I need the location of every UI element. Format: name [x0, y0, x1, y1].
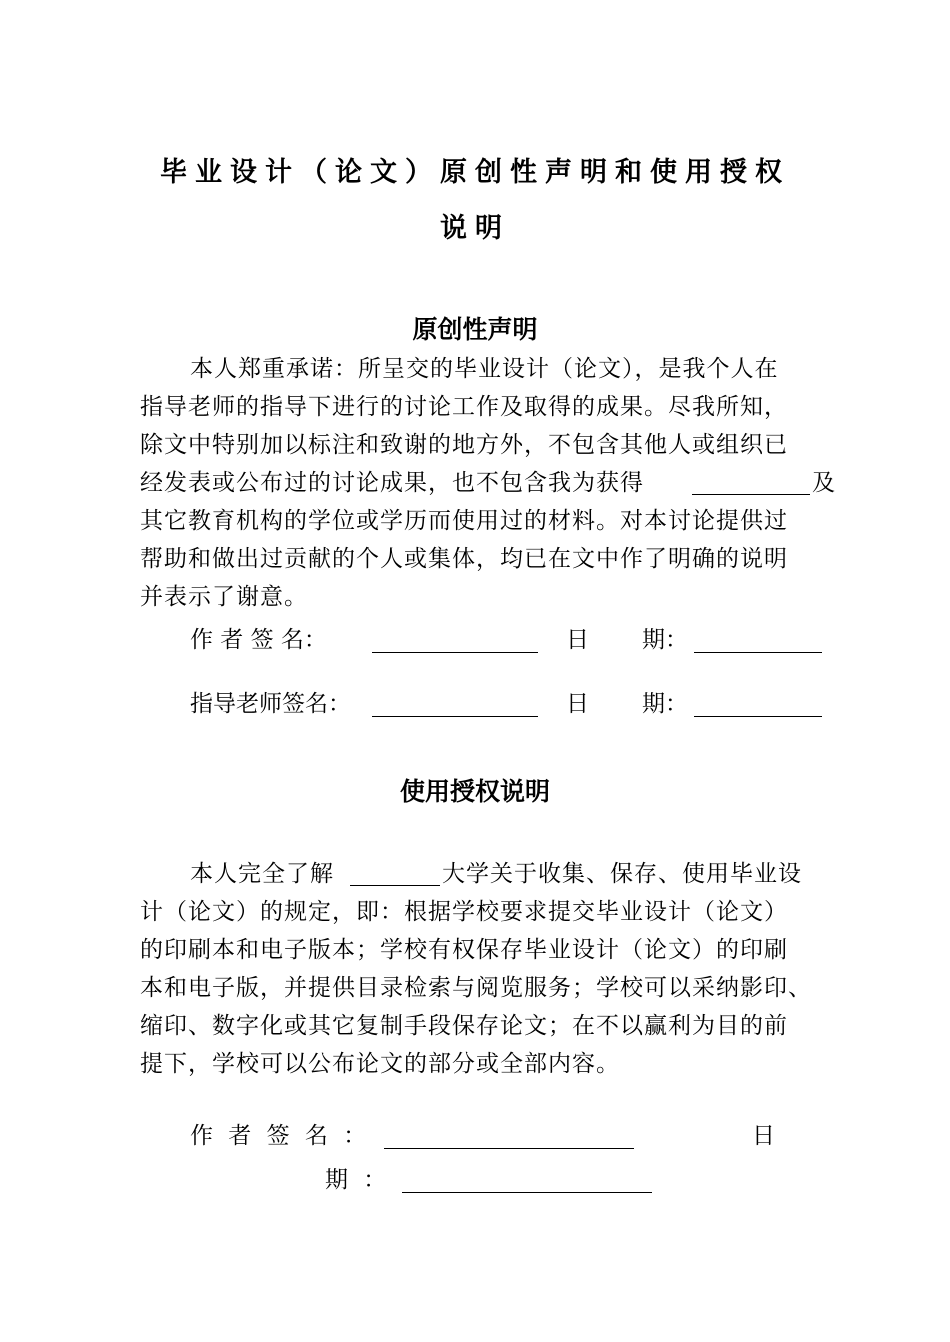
auth-author-signature-label: 作 者 签 名 ：	[190, 1123, 371, 1149]
authorization-paragraph-line: 本和电子版，并提供目录检索与阅览服务；学校可以采纳影印、	[140, 975, 812, 1001]
originality-paragraph-line: 及	[812, 470, 836, 496]
auth-date-label-qi: 期 ：	[325, 1167, 391, 1193]
document-title-line-2: 说明	[440, 213, 510, 244]
authorization-paragraph-line-suffix: 大学关于收集、保存、使用毕业设	[442, 861, 802, 887]
date-label-qi: 期：	[642, 627, 688, 653]
advisor-signature-field[interactable]	[372, 716, 538, 717]
auth-date-field[interactable]	[402, 1192, 652, 1193]
advisor-date-field[interactable]	[694, 716, 822, 717]
originality-paragraph-line: 本人郑重承诺：所呈交的毕业设计（论文），是我个人在	[190, 356, 779, 382]
authorization-paragraph-line: 提下，学校可以公布论文的部分或全部内容。	[140, 1051, 620, 1077]
originality-paragraph-line: 除文中特别加以标注和致谢的地方外，不包含其他人或组织已	[140, 432, 788, 458]
originality-paragraph-line: 其它教育机构的学位或学历而使用过的材料。对本讨论提供过	[140, 508, 788, 534]
degree-blank-line	[692, 494, 810, 495]
university-blank-line	[350, 885, 440, 886]
authorization-paragraph-line: 计（论文）的规定，即：根据学校要求提交毕业设计（论文）	[140, 899, 788, 925]
originality-paragraph-line: 经发表或公布过的讨论成果，也不包含我为获得	[140, 470, 644, 496]
authorization-paragraph-line: 缩印、数字化或其它复制手段保存论文；在不以赢利为目的前	[140, 1013, 788, 1039]
originality-paragraph-line: 帮助和做出过贡献的个人或集体，均已在文中作了明确的说明	[140, 546, 788, 572]
author-signature-field[interactable]	[372, 652, 538, 653]
date-label-day: 日	[566, 691, 589, 717]
auth-date-label-day: 日	[752, 1123, 775, 1149]
document-title-line-1: 毕业设计（论文）原创性声明和使用授权	[160, 157, 790, 188]
auth-author-signature-field[interactable]	[384, 1148, 634, 1149]
authorization-paragraph-line-prefix: 本人完全了解	[190, 861, 334, 887]
advisor-signature-label: 指导老师签名：	[190, 691, 351, 717]
author-date-field[interactable]	[694, 652, 822, 653]
author-signature-label: 作 者 签 名：	[190, 627, 327, 653]
date-label-day: 日	[566, 627, 589, 653]
originality-heading: 原创性声明	[412, 315, 538, 344]
originality-paragraph-line: 指导老师的指导下进行的讨论工作及取得的成果。尽我所知，	[140, 394, 788, 420]
date-label-qi: 期：	[642, 691, 688, 717]
originality-paragraph-line: 并表示了谢意。	[140, 584, 308, 610]
authorization-paragraph-line: 的印刷本和电子版本；学校有权保存毕业设计（论文）的印刷	[140, 937, 788, 963]
authorization-heading: 使用授权说明	[399, 777, 550, 806]
